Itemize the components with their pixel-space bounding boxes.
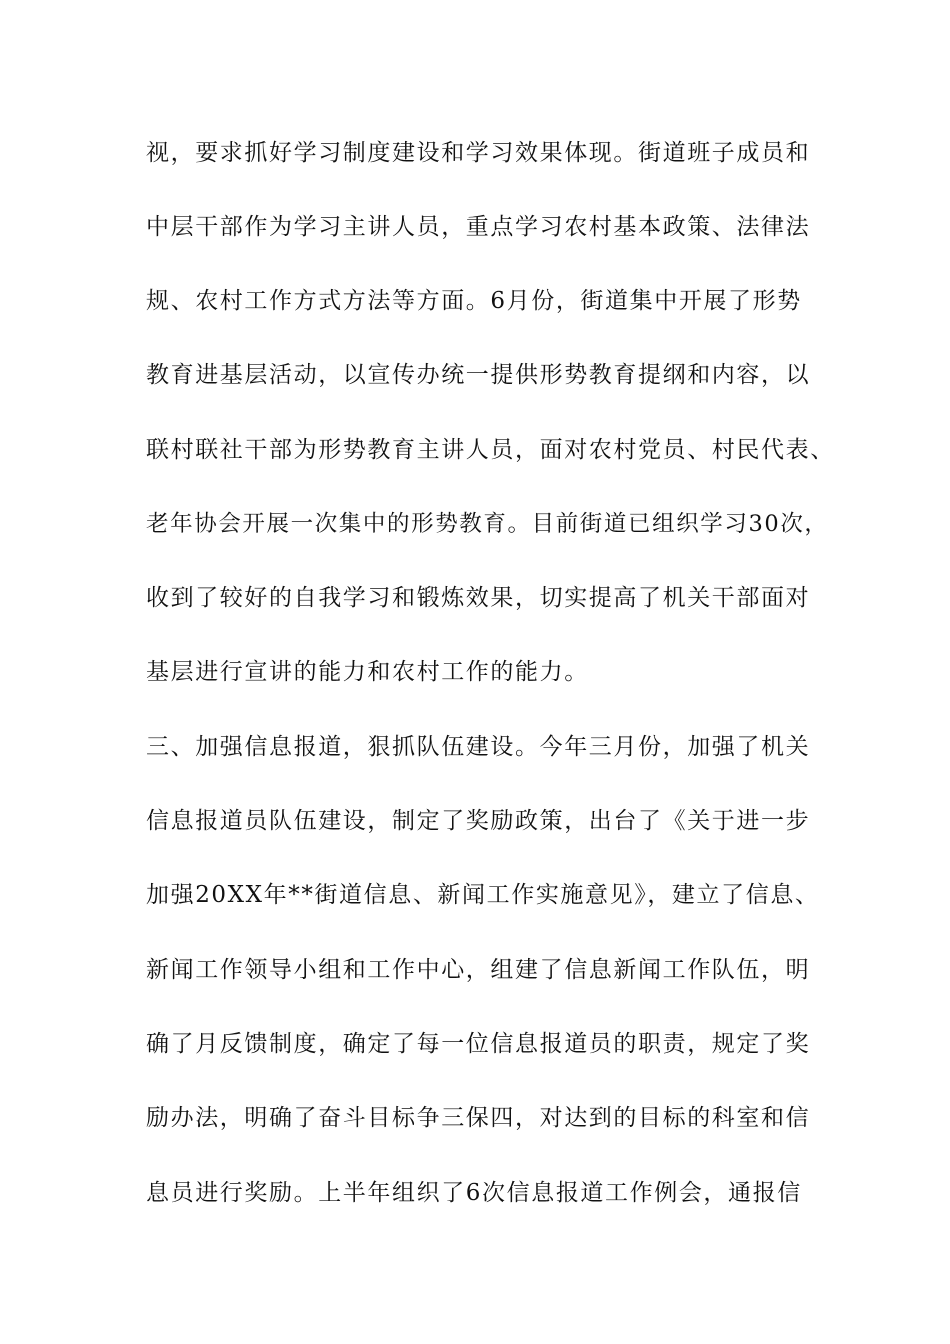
text-line: 规、农村工作方式方法等方面。6月份，街道集中开展了形势: [146, 288, 802, 314]
text-line: 励办法，明确了奋斗目标争三保四，对达到的目标的科室和信: [146, 1105, 811, 1131]
text-line: 收到了较好的自我学习和锻炼效果，切实提高了机关干部面对: [146, 585, 811, 611]
text-line: 确了月反馈制度，确定了每一位信息报道员的职责，规定了奖: [146, 1031, 811, 1057]
text-line: 新闻工作领导小组和工作中心，组建了信息新闻工作队伍，明: [146, 957, 811, 983]
text-line: 三、加强信息报道，狠抓队伍建设。今年三月份，加强了机关: [146, 734, 811, 760]
text-line: 基层进行宣讲的能力和农村工作的能力。: [146, 659, 589, 685]
text-line: 视，要求抓好学习制度建设和学习效果体现。街道班子成员和: [146, 140, 811, 166]
text-line: 信息报道员队伍建设，制定了奖励政策，出台了《关于进一步: [146, 808, 811, 834]
text-line: 教育进基层活动，以宣传办统一提供形势教育提纲和内容，以: [146, 362, 811, 388]
text-line: 息员进行奖励。上半年组织了6次信息报道工作例会，通报信: [146, 1180, 802, 1206]
text-line: 联村联社干部为形势教育主讲人员，面对农村党员、村民代表、: [146, 437, 835, 463]
text-line: 中层干部作为学习主讲人员，重点学习农村基本政策、法律法: [146, 214, 811, 240]
text-line: 老年协会开展一次集中的形势教育。目前街道已组织学习30次，: [146, 511, 829, 537]
text-line: 加强20XX年**街道信息、新闻工作实施意见》，建立了信息、: [146, 882, 820, 908]
